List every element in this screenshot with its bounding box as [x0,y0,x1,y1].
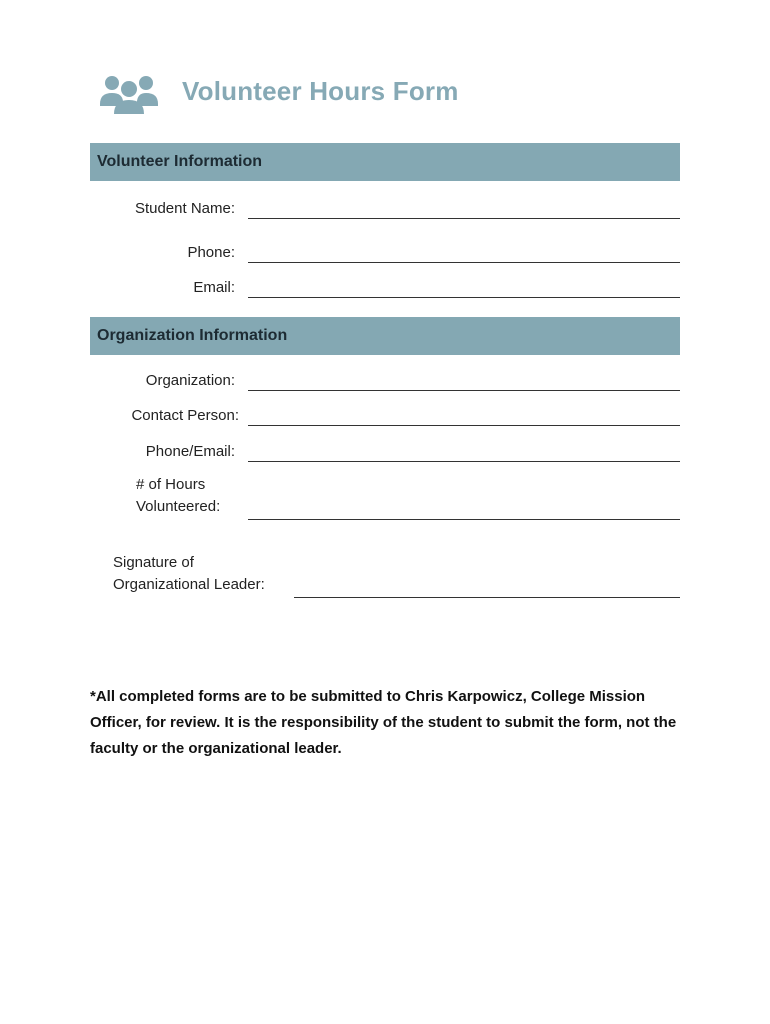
page-title: Volunteer Hours Form [182,76,459,106]
student-name-field[interactable] [248,218,680,219]
signature-label [113,552,313,596]
organization-row [90,367,680,391]
hours-label-line2: Volunteered: [136,498,221,515]
phone-email-field[interactable] [248,461,680,462]
phone-email-row [90,438,680,462]
email-field[interactable] [248,297,680,298]
hours-label [136,474,276,518]
hours-field[interactable] [248,519,680,520]
student-name-row [90,195,680,219]
signature-label-line2: Organizational Leader: [113,576,265,593]
email-row [90,274,680,298]
submission-note: *All completed forms are to be submitted to Chris Karpowicz, College Mission Officer, for review. It is the responsibility of the student to submit the form, not the faculty or the organizational leader. [90,688,677,757]
signature-field[interactable] [294,597,680,598]
organization-field[interactable] [248,390,680,391]
contact-person-field[interactable] [248,425,680,426]
phone-label: Phone: [187,244,235,261]
contact-person-row [90,402,680,426]
contact-person-label: Contact Person: [131,407,239,424]
hours-label-line1: # of Hours [136,476,206,493]
student-name-label: Student Name: [134,200,235,217]
email-label: Email: [193,279,235,296]
signature-row [90,550,680,598]
people-group-icon [100,74,160,114]
form-header [100,72,700,116]
phone-row [90,239,680,263]
organization-label: Organization: [145,372,235,389]
hours-row [90,472,680,520]
phone-email-label: Phone/Email: [145,443,235,460]
volunteer-info-heading: Volunteer Information [90,143,680,181]
organization-info-heading: Organization Information [90,317,680,355]
phone-field[interactable] [248,262,680,263]
signature-label-line1: Signature of [113,554,194,571]
